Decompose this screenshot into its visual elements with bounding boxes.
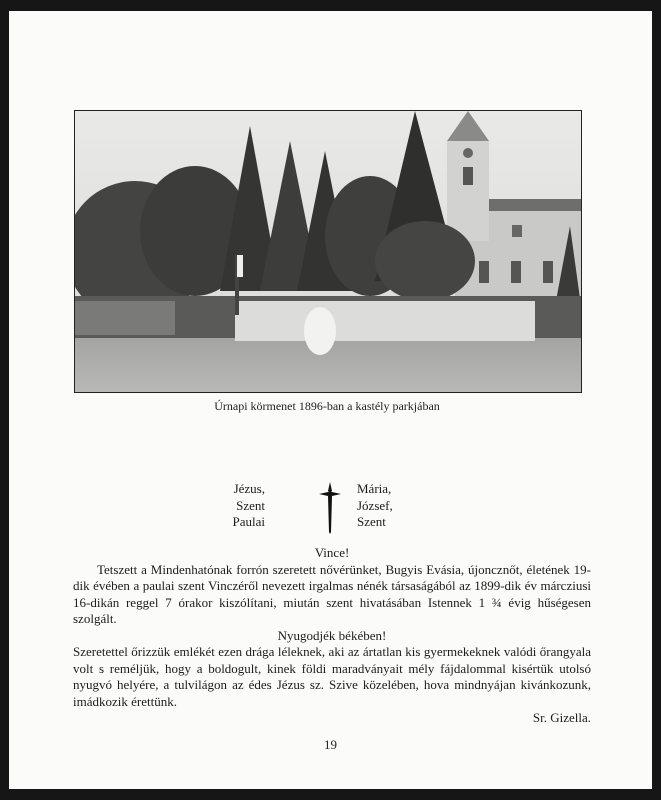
paragraph-memorial: Szeretettel őrizzük emlékét ezen drága léleknek, aki az ártatlan kis gyermekeknek valódi őrangyala volt s reméljük, hogy a boldogult, kinek földi maradványait mély fájdalommal kisértük utolsó nyugvó helyére, a tulvilágon az édes Jézus sz. Szive közelében, hova mindnyájan kivánkozunk, imádkozik érettünk. bbox=[73, 644, 591, 709]
invocation-right: Mária, József, Szent bbox=[357, 481, 393, 529]
signature: Sr. Gizella. bbox=[532, 710, 591, 725]
rest-in-peace: Nyugodjék békében! bbox=[277, 627, 387, 643]
document-page bbox=[9, 11, 652, 789]
photo-caption: Úrnapi körmenet 1896-ban a kastély parkjában bbox=[214, 399, 440, 413]
page-number: 19 bbox=[324, 737, 337, 752]
cross-icon bbox=[319, 482, 341, 534]
procession-photo bbox=[74, 110, 582, 393]
invocation-left: Jézus, Szent Paulai bbox=[232, 481, 265, 529]
paragraph-announcement: Tetszett a Mindenhatónak forrón szeretett nővérünket, Bugyis Evásia, újoncznőt, életének 19-dik évében a paulai szent Vinczéről nevezett irgalmas nénék társaságából az 1899-dik év márcziusi 16-dikán reggel 7 órakor kiszólítani, miután szent hivatásában Istennek 1 ¾ évig hűségesen szolgált. bbox=[73, 561, 591, 626]
invocation-heading bbox=[73, 481, 591, 545]
vince-line: Vince! bbox=[314, 545, 350, 560]
obituary-text bbox=[73, 481, 591, 727]
